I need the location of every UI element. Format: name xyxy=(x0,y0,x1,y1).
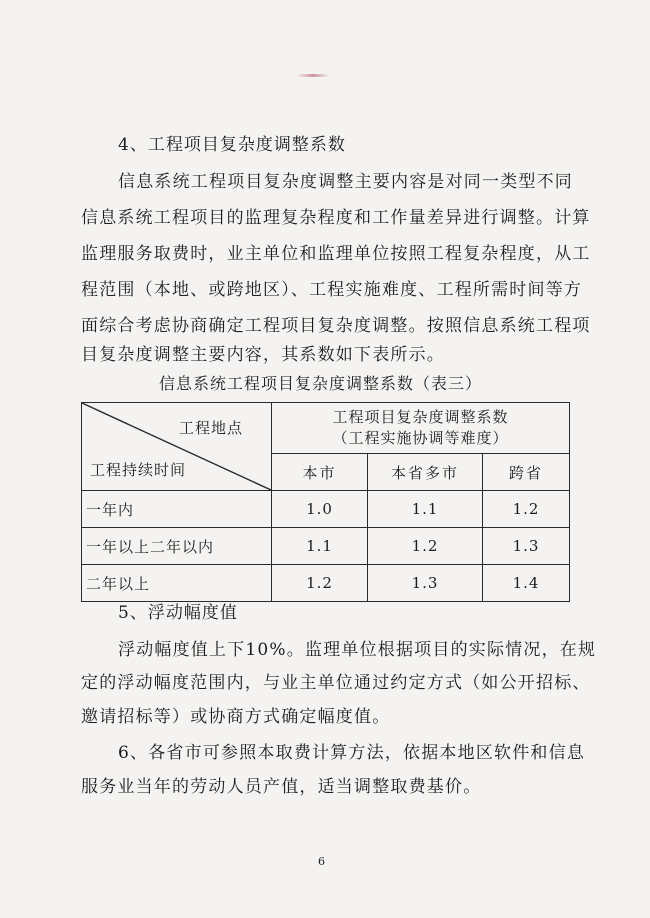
section6-line-2: 服务业当年的劳动人员产值，适当调整取费基价。 xyxy=(81,777,482,797)
section4-line-4: 程范围（本地、或跨地区）、工程实施难度、工程所需时间等方 xyxy=(81,280,583,300)
page-number: 6 xyxy=(318,855,325,868)
row-label: 一年内 xyxy=(82,491,272,528)
section5-line-2: 定的浮动幅度范围内，与业主单位通过约定方式（如公开招标、 xyxy=(81,673,591,693)
section4-line-6: 目复杂度调整主要内容，其系数如下表所示。 xyxy=(81,345,445,365)
table-row xyxy=(82,528,570,565)
section5-heading: 5、浮动幅度值 xyxy=(118,603,238,623)
group-header xyxy=(272,403,570,454)
table-row xyxy=(82,491,570,528)
table-row xyxy=(82,565,570,602)
group-header-line-2: （工程实施协调等难度） xyxy=(332,429,509,447)
table-cell: 1.0 xyxy=(272,491,368,528)
table-caption: 信息系统工程项目复杂度调整系数（表三） xyxy=(159,374,483,393)
row-label: 一年以上二年以内 xyxy=(82,528,272,565)
table-corner-cell xyxy=(82,403,272,491)
table-cell: 1.1 xyxy=(368,491,483,528)
coefficient-table xyxy=(81,402,570,602)
table-cell: 1.2 xyxy=(483,491,570,528)
corner-bottom-label: 工程持续时间 xyxy=(90,461,187,479)
section4-line-2: 信息系统工程项目的监理复杂程度和工作量差异进行调整。计算 xyxy=(81,208,591,228)
section5-line-3: 邀请招标等）或协商方式确定幅度值。 xyxy=(81,707,391,727)
corner-top-label: 工程地点 xyxy=(178,419,243,437)
section6-line-1: 6、各省市可参照本取费计算方法，依据本地区软件和信息 xyxy=(118,743,586,763)
column-header-province: 本省多市 xyxy=(368,454,483,491)
table-cell: 1.2 xyxy=(368,528,483,565)
column-header-cross-province: 跨省 xyxy=(483,454,570,491)
section5-line-1: 浮动幅度值上下10%。监理单位根据项目的实际情况，在规 xyxy=(118,640,597,660)
section4-line-5: 面综合考虑协商确定工程项目复杂度调整。按照信息系统工程项 xyxy=(81,316,591,336)
row-label: 二年以上 xyxy=(82,565,272,602)
table-cell: 1.1 xyxy=(272,528,368,565)
table-cell: 1.3 xyxy=(368,565,483,602)
decorative-mark xyxy=(296,74,330,77)
section4-line-3: 监理服务取费时，业主单位和监理单位按照工程复杂程度，从工 xyxy=(81,244,591,264)
section4-line-1: 信息系统工程项目复杂度调整主要内容是对同一类型不同 xyxy=(118,172,573,192)
section4-heading: 4、工程项目复杂度调整系数 xyxy=(118,135,346,155)
table-cell: 1.4 xyxy=(483,565,570,602)
column-header-local: 本市 xyxy=(272,454,368,491)
table-cell: 1.3 xyxy=(483,528,570,565)
group-header-line-1: 工程项目复杂度调整系数 xyxy=(332,408,509,426)
table-cell: 1.2 xyxy=(272,565,368,602)
